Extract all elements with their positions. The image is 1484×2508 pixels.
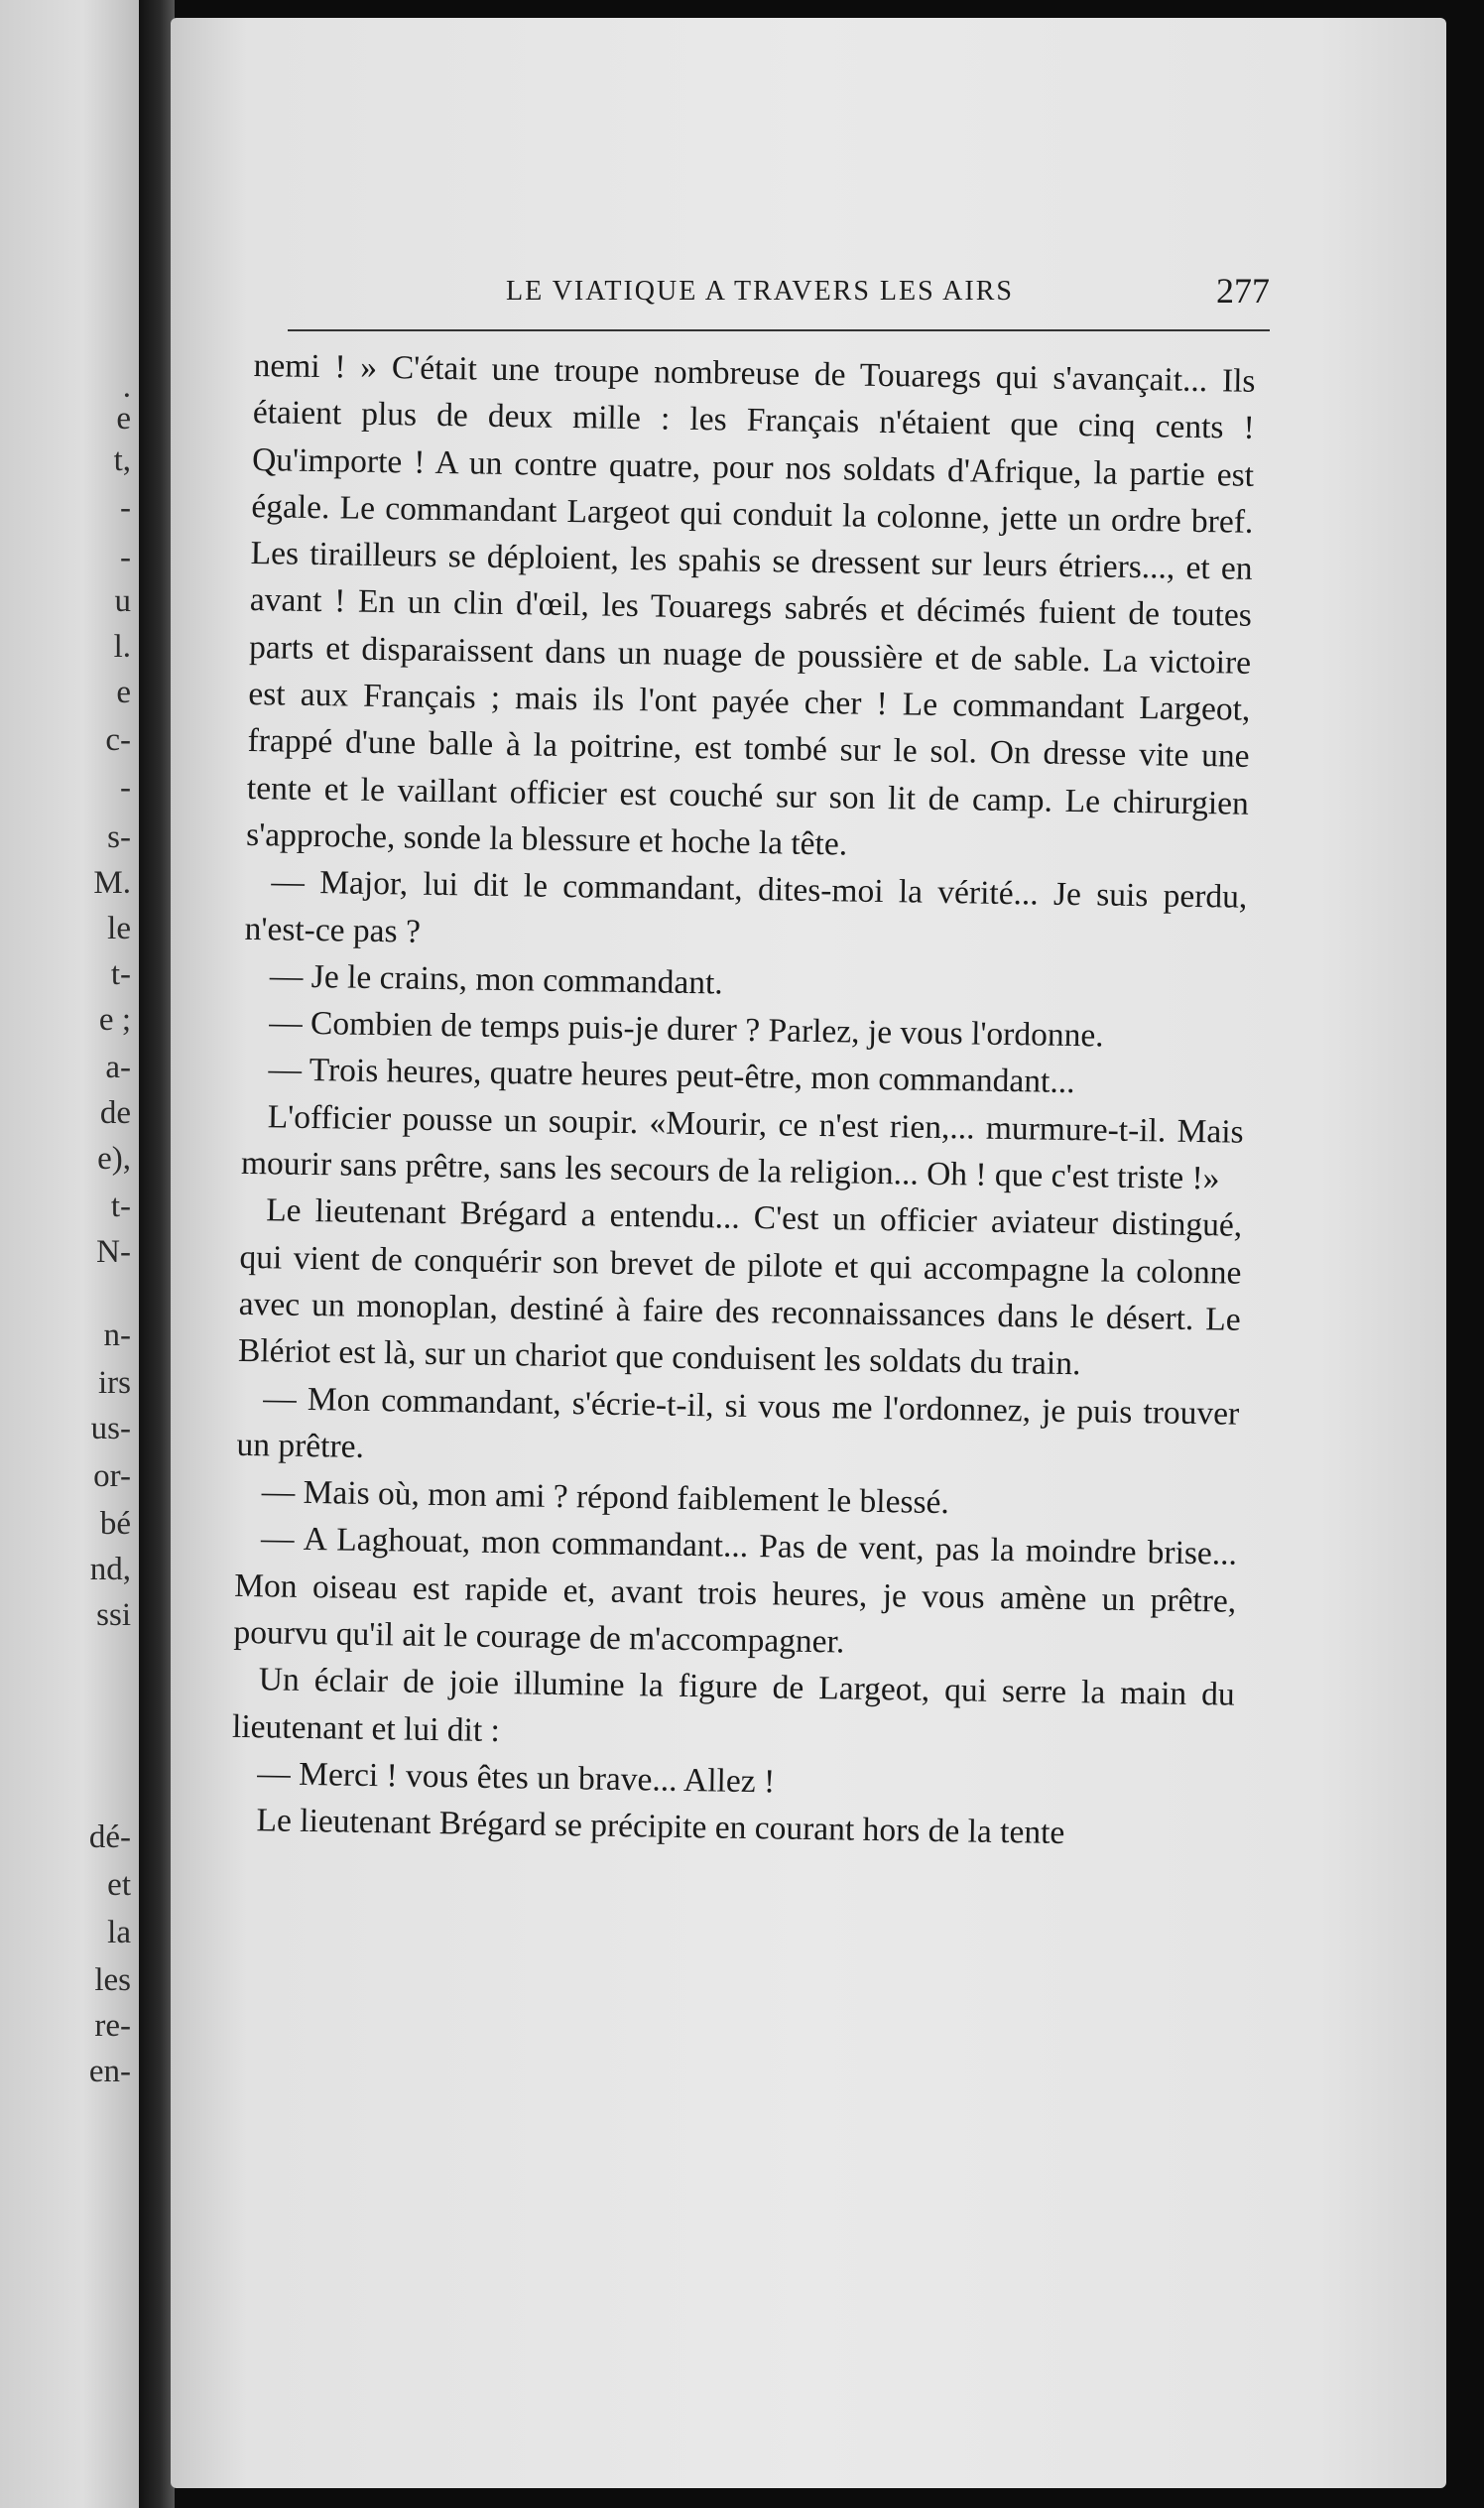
facing-page-fragment: n-	[103, 1317, 131, 1353]
facing-page-fragment: N-	[96, 1234, 131, 1270]
paragraph: Un éclair de joie illumine la figure de Largeot, qui serre la main du lieutenant et lui dit :	[231, 1661, 1235, 1749]
facing-page-fragment: en-	[88, 2054, 131, 2089]
facing-page-fragment: irs	[98, 1365, 131, 1401]
facing-page-fragment: dé-	[88, 1819, 131, 1855]
paragraph: — Major, lui dit le commandant, dites-moi la vérité... Je suis perdu, n'est-ce pas ?	[244, 863, 1248, 950]
paragraph: — Merci ! vous êtes un brave... Allez !	[257, 1755, 776, 1801]
running-head: LE VIATIQUE A TRAVERS LES AIRS	[506, 276, 1014, 307]
facing-page-fragment: et	[107, 1867, 131, 1903]
facing-page-fragment: les	[94, 1962, 131, 1998]
paragraph: nemi ! » C'était une troupe nombreuse de Touaregs qui s'avançait... Ils étaient plus de deux mille : les Français n'étaient que cinq cents ! Qu'importe ! A un contre quatre, pour nos soldats d'Afrique, la partie est égale. Le commandant Largeot qui conduit la colonne, jette un ordre bref. Les tirailleurs se déploient, les spahis se dressent sur leurs étriers..., et en avant ! En un clin d'œil, les Touaregs sabrés et décimés fuient de toutes parts et disparaissent dans un nuage de poussière et de sable. La victoire est aux Français ; mais ils l'ont payée cher ! Le commandant Largeot, frappé d'une balle à la poitrine, est tombé sur le sol. On dresse vite une tente et le vaillant officier est couché sur son lit de camp. Le chirurgien s'approche, sonde la blessure et hoche la tête.	[245, 346, 1256, 863]
paragraph: — Trois heures, quatre heures peut-être, mon commandant...	[268, 1051, 1075, 1101]
facing-page-fragment: la	[107, 1915, 131, 1950]
facing-page-fragment: e ;	[98, 1002, 131, 1038]
facing-page-fragment: c-	[105, 722, 131, 758]
paragraph: — Combien de temps puis-je durer ? Parlez, je vous l'ordonne.	[268, 1004, 1104, 1055]
facing-page-fragment: de	[99, 1095, 131, 1131]
facing-page-fragment: -	[120, 540, 131, 575]
page-number: 277	[1216, 271, 1270, 311]
facing-page-fragment: us-	[90, 1411, 131, 1446]
facing-page-fragment: -	[120, 490, 131, 526]
facing-page-fragment: e),	[97, 1141, 131, 1177]
paragraph: L'officier pousse un soupir. «Mourir, ce n'est rien,... murmure-t-il. Mais mourir sans prêtre, sans les secours de la religion... Oh ! que c'est triste !»	[240, 1098, 1244, 1197]
facing-page-fragment: .	[122, 369, 131, 405]
paragraph: — Mais où, mon ami ? répond faiblement le blessé.	[261, 1473, 950, 1522]
page-body	[230, 342, 1256, 1859]
page-header	[288, 270, 1270, 331]
facing-page-fragment: s-	[107, 819, 131, 855]
facing-page-fragment: t-	[110, 956, 131, 992]
paragraph: Le lieutenant Brégard a entendu... C'est un officier aviateur distingué, qui vient de conquérir son brevet de pilote et qui accompagne la colonne avec un monoplan, destiné à faire des reconnaissances dans le désert. Le Blériot est là, sur un chariot que conduisent les soldats du train.	[237, 1191, 1243, 1383]
facing-page-fragment: bé	[99, 1506, 131, 1542]
facing-page-fragment: e	[116, 401, 131, 437]
paragraph: — Je le crains, mon commandant.	[269, 957, 723, 1002]
facing-page-fragment: e	[116, 675, 131, 710]
facing-page-fragment: M.	[93, 865, 131, 901]
book-gutter	[139, 0, 175, 2508]
facing-page-fragment: nd,	[89, 1552, 131, 1587]
facing-page-fragment: re-	[94, 2008, 131, 2044]
facing-page-fragment: -	[120, 770, 131, 806]
facing-page-fragment: le	[107, 911, 131, 946]
facing-page-fragment: t-	[110, 1189, 131, 1224]
paragraph: — Mon commandant, s'écrie-t-il, si vous me l'ordonnez, je puis trouver un prêtre.	[236, 1379, 1240, 1465]
facing-page-fragment: l.	[113, 629, 131, 665]
facing-page-edge	[0, 0, 139, 2508]
facing-page-fragment: ssi	[96, 1597, 131, 1633]
facing-page-fragment: u	[114, 583, 131, 619]
paragraph: Le lieutenant Brégard se précipite en courant hors de la tente	[256, 1802, 1065, 1852]
facing-page-fragment: or-	[93, 1458, 131, 1494]
facing-page-fragment: t,	[113, 442, 131, 478]
facing-page-fragment: a-	[105, 1050, 131, 1085]
paragraph: — A Laghouat, mon commandant... Pas de vent, pas la moindre brise... Mon oiseau est rapide et, avant trois heures, je vous amène un prêtre, pourvu qu'il ait le courage de m'accompagner.	[233, 1520, 1238, 1661]
